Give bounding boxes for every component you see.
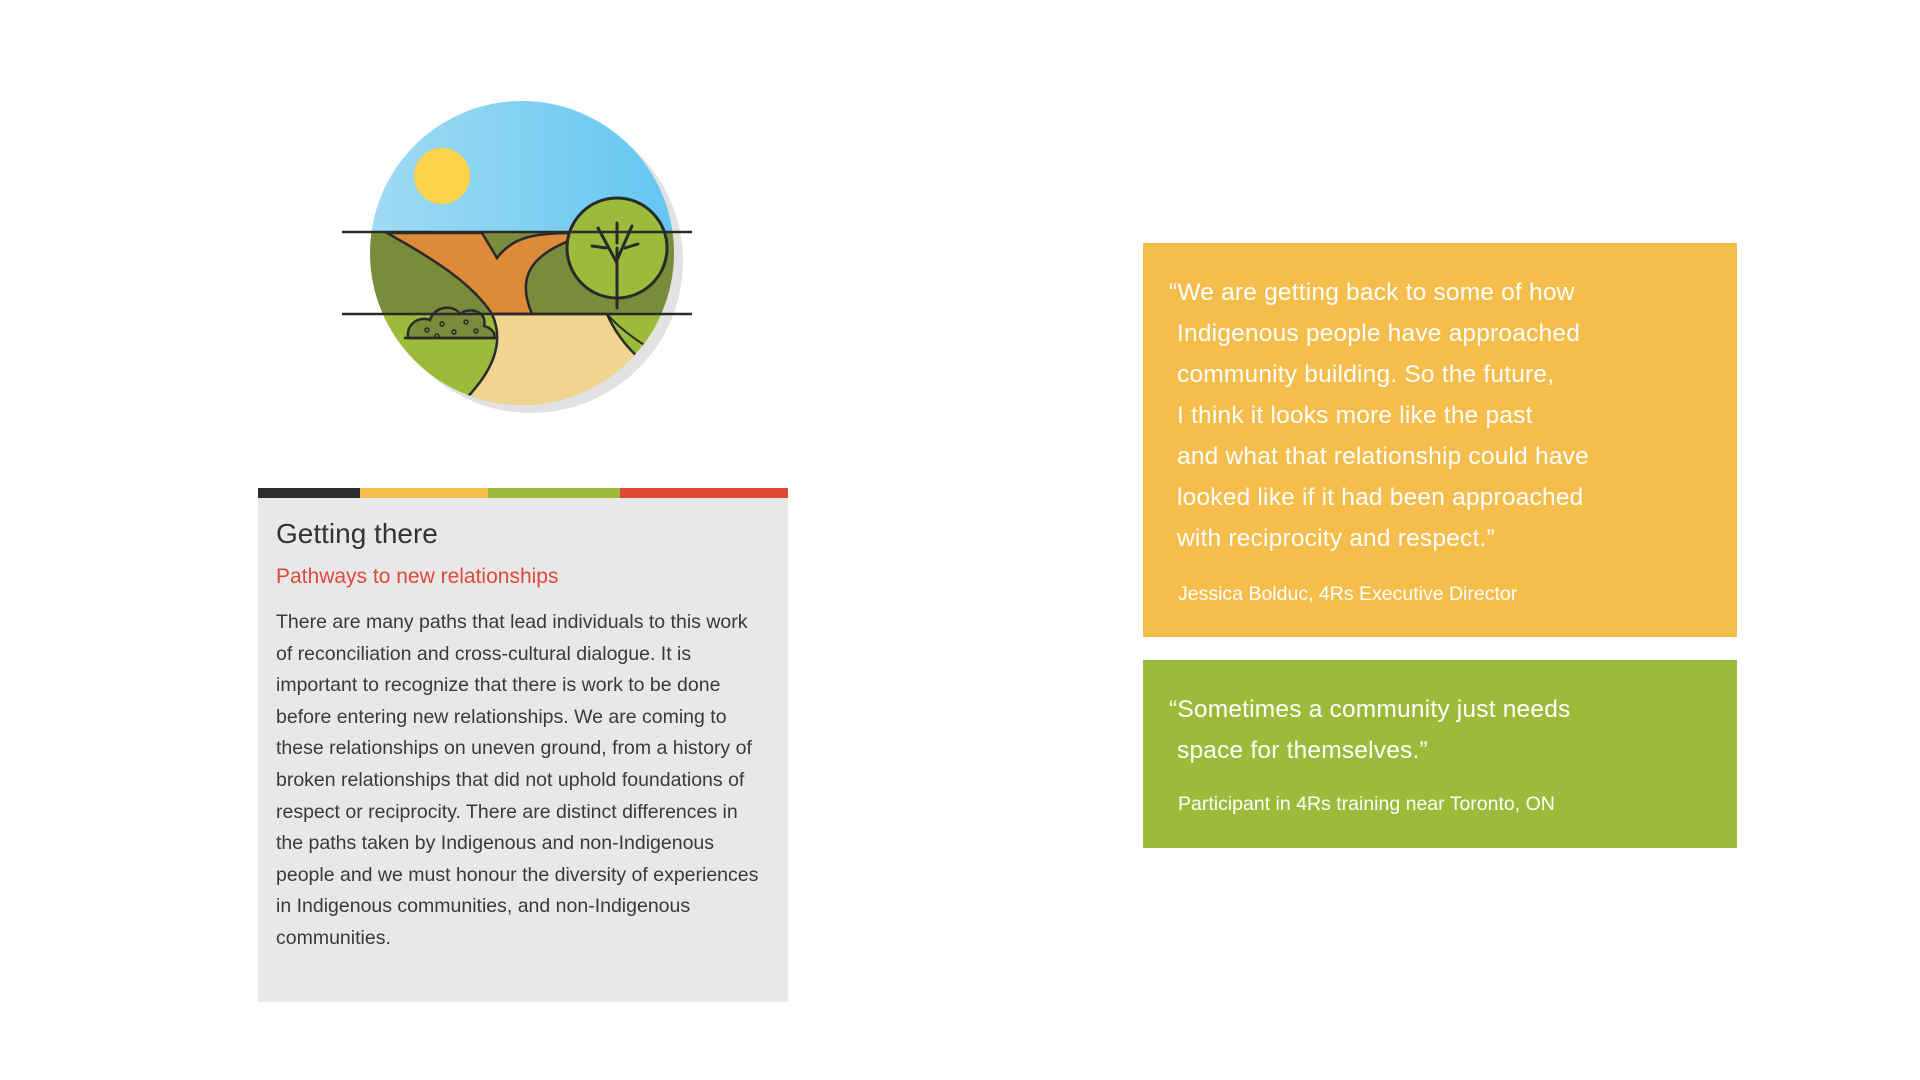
quote-line: community building. So the future, bbox=[1177, 361, 1555, 388]
quote-box-green bbox=[1143, 660, 1737, 848]
quote-attribution: Participant in 4Rs training near Toronto, ON bbox=[1178, 793, 1555, 815]
quote-line: looked like if it had been approached bbox=[1177, 484, 1584, 511]
stripe-black bbox=[258, 488, 360, 498]
card-color-stripe bbox=[258, 488, 788, 498]
card-body: There are many paths that lead individuals to this work of reconciliation and cross-cultural dialogue. It is important to recognize that there is work to be done before entering new relationships. We are coming to these relationships on uneven ground, from a history of broken relationships that did not uphold foundations of respect or reciprocity. There are distinct differences in the paths taken by Indigenous and non-Indigenous people and we must honour the diversity of experiences in Indigenous communities, and non-Indigenous communities. bbox=[276, 611, 759, 949]
quote-line: and what that relationship could have bbox=[1177, 443, 1589, 470]
info-card bbox=[258, 488, 788, 1002]
quote-attribution: Jessica Bolduc, 4Rs Executive Director bbox=[1178, 583, 1518, 605]
quote-line: “Sometimes a community just needs bbox=[1169, 696, 1571, 723]
quote-text bbox=[1169, 272, 1729, 559]
stripe-red bbox=[620, 488, 788, 498]
quote-line: I think it looks more like the past bbox=[1177, 402, 1533, 429]
card-title: Getting there bbox=[276, 518, 438, 549]
quote-text bbox=[1169, 689, 1729, 771]
stripe-yellow bbox=[360, 488, 488, 498]
landscape-path-icon bbox=[342, 98, 702, 428]
sun-icon bbox=[414, 148, 470, 204]
quote-line: “We are getting back to some of how bbox=[1169, 279, 1575, 306]
stripe-green bbox=[488, 488, 620, 498]
quote-box-yellow bbox=[1143, 243, 1737, 637]
quote-line: with reciprocity and respect.” bbox=[1177, 525, 1495, 552]
quote-line: Indigenous people have approached bbox=[1177, 320, 1581, 347]
quote-line: space for themselves.” bbox=[1177, 737, 1428, 764]
card-subtitle: Pathways to new relationships bbox=[276, 565, 559, 588]
